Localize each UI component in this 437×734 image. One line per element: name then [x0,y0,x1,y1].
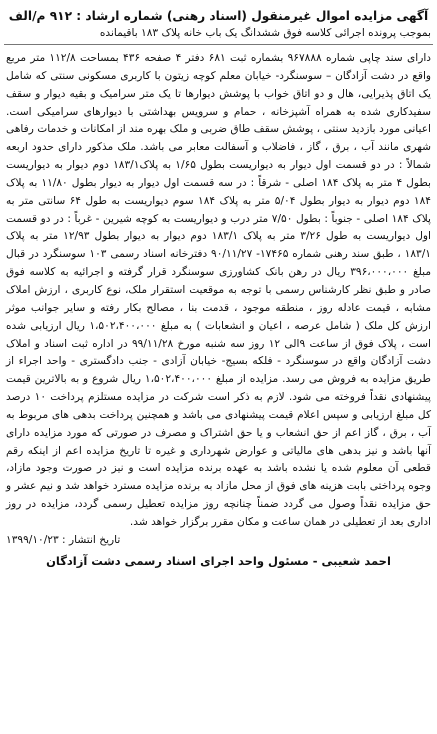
auction-notice [4,4,433,726]
notice-subtitle: بموجب پرونده اجرائی کلاسه فوق ششدانگ یک باب خانه پلاک ۱۸۳ باقیمانده [4,25,433,45]
publication-date: تاریخ انتشار : ۱۳۹۹/۱۰/۲۳ [6,533,121,546]
notice-title: آگهی مزایده اموال غیرمنقول (اسناد رهنی) شماره ارشاد : ۹۱۲ م/الف [8,9,429,23]
notice-signature: احمد شعیبی - مسئول واحد اجرای اسناد رسمی دشت آزادگان [46,553,391,568]
notice-body: دارای سند چاپی شماره ۹۶۷۸۸۸ بشماره ثبت ۶۸۱ دفتر ۴ صفحه ۴۳۶ بمساحت ۱۱۲/۸ متر مربع واقع در دشت آزادگان – سوسنگرد- خیابان معلم کوچه زیتون با کاربری مسکونی سنتی که شامل یک اتاق پذیرایی، هال و دو اتاق خواب با پوشش دیوارها تا یک متر سرامیک و بقیه دیوار و سقف سفیدکاری شده به همراه آشپزخانه ، حمام و سرویس بهداشتی با دیوارهای سرامیکی است. اعیانی مورد بازدید سنتی ، پوشش سقف طاق ضربی و ملک بهره مند از امکانات و خدمات رفاهی شهری مانند آب ، برق ، گاز ، فاضلاب و آسفالت معابر می باشد. ملک مذکور دارای حدود اربعه شمالاً : در دو قسمت اول دیوار به دیواریست بطول ۱/۶۵ به پلاک۱۸۳/۱ دوم دیوار به دیواریست بطول ۴ متر به پلاک ۱۸۴ اصلی - شرقاً : در سه قسمت اول دیوار به دیوار بطول ۱۱/۸۰ به پلاک ۱۸۴ دوم دیوار به دیوار بطول ۵/۰۴ متر به پلاک ۱۸۴ سوم دیواریست به طول ۶۴ سانتی متر به پلاک ۱۸۴ اصلی - جنوباً : بطول ۷/۵۰ متر درب و دیواریست به کوچه شیرین - غرباً : در دو قسمت اول دیواریست به طول ۳/۲۶ متر به پلاک ۱۸۳/۱ دوم دیوار به دیوار بطول ۱۲/۹۳ متر به پلاک ۱۸۳/۱ ، طبق سند رهنی شماره ۱۷۴۶۵- ۹۰/۱۱/۲۷ دفترخانه اسناد رسمی ۱۰۳ سوسنگرد در قبال مبلغ ۳۹۶،۰۰۰،۰۰۰ ریال در رهن بانک کشاورزی سوسنگرد قرار گرفته و اجرائیه به کلاسه فوق صادر و طبق نظر کارشناس رسمی با توجه به موقعیت استقرار ملک، نوع کاربری ، ارزش املاک مشابه ، قیمت عادله روز ، منطقه موجود ، قدمت بنا ، مصالح بکار رفته و سایر جوانب موثر ارزش کل ملک ( شامل عرصه ، اعیان و انشعابات ) به مبلغ ۱،۵۰۲،۴۰۰،۰۰۰ ریال ارزیابی شده است ، پلاک فوق از ساعت ۹الی ۱۲ روز سه شنبه مورخ ۹۹/۱۱/۲۸ در اداره ثبت اسناد و املاک دشت آزادگان واقع در سوسنگرد - فلکه بسیج- خیابان آزادی - جنب دادگستری - واحد اجراء از طریق مزایده به فروش می رسد. مزایده از مبلغ ۱،۵۰۲،۴۰۰،۰۰۰ ریال شروع و به بالاترین قیمت پیشنهادی نقداً فروخته می شود. لازم به ذکر است شرکت در مزایده مستلزم پرداخت ۱۰ درصد کل مبلغ ارزیابی و سپس اعلام قیمت پیشنهادی می باشد و همچنین پرداخت بدهی های مربوط به آب ، برق ، گاز اعم از حق انشعاب و یا حق اشتراک و مصرف در صورتی که مورد مزایده دارای آنها باشد و نیز بدهی های مالیاتی و عوارض شهرداری و غیره تا تاریخ مزایده اعم از اینکه رقم قطعی آن معلوم شده یا نشده باشد به عهده برنده مزایده است و نیز در صورت وجود مازاد، وجوه پرداختی بابت هزینه های فوق از محل مازاد به برنده مزایده مسترد خواهد شد و نیم عشر و حق مزایده نقداً وصول می گردد ضمناً چنانچه روز مزایده تعطیل رسمی گردد، مزایده در روز اداری بعد از تعطیلی در همان ساعت و مکان مقرر برگزار خواهد شد. [6,52,431,528]
